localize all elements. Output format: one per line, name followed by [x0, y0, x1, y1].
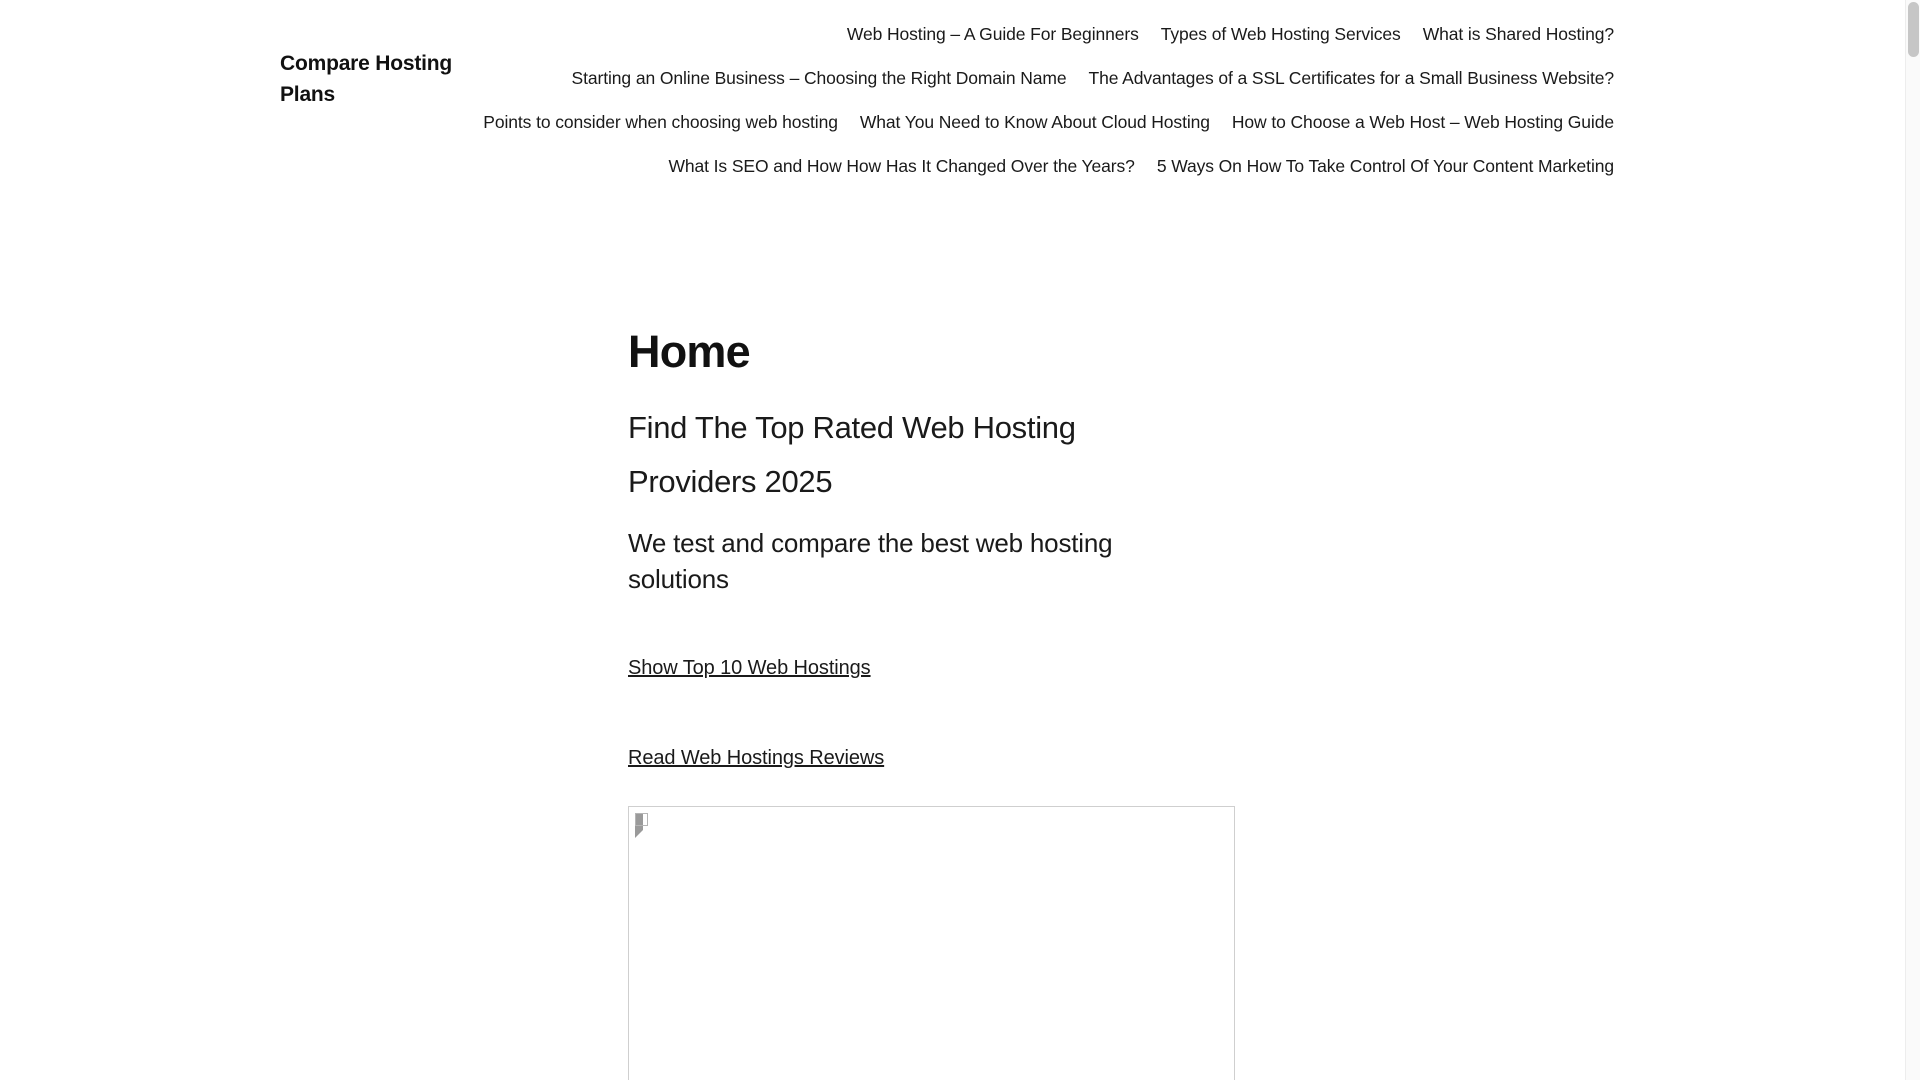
nav-item-ssl-certificates-advantages[interactable]: The Advantages of a SSL Certificates for a Small Business Website? [1088, 68, 1614, 88]
nav-row-3 [430, 100, 1625, 144]
site-header [0, 0, 1905, 176]
hero-image-placeholder [628, 806, 1235, 1080]
show-top-10-web-hostings-link[interactable]: Show Top 10 Web Hostings [628, 657, 871, 679]
hero-headline: Find The Top Rated Web Hosting Providers 2025 [628, 410, 1076, 499]
page-title: Home [628, 326, 750, 377]
page-scrollbar-thumb[interactable] [1908, 2, 1919, 57]
nav-item-types-of-web-hosting-services[interactable]: Types of Web Hosting Services [1160, 24, 1401, 44]
nav-item-web-hosting-guide-for-beginners[interactable]: Web Hosting – A Guide For Beginners [846, 24, 1139, 44]
hero-subheadline: We test and compare the best web hosting solutions [628, 528, 1113, 594]
nav-item-starting-an-online-business[interactable]: Starting an Online Business – Choosing the Right Domain Name [571, 68, 1067, 88]
cta-secondary-wrapper [628, 681, 1248, 771]
nav-item-cloud-hosting[interactable]: What You Need to Know About Cloud Hosting [859, 112, 1210, 132]
nav-item-content-marketing[interactable]: 5 Ways On How To Take Control Of Your Content Marketing [1156, 156, 1614, 176]
site-brand[interactable]: Compare Hosting Plans [280, 52, 453, 106]
nav-row-4 [430, 144, 1625, 188]
nav-item-points-to-consider[interactable]: Points to consider when choosing web hosting [483, 112, 838, 132]
main-content [628, 325, 1248, 1080]
primary-navigation [430, 12, 1625, 188]
broken-image-icon [635, 813, 651, 829]
nav-row-2 [430, 56, 1625, 100]
page-scrollbar[interactable] [1905, 0, 1920, 1080]
nav-item-what-is-shared-hosting[interactable]: What is Shared Hosting? [1422, 24, 1614, 44]
nav-item-how-to-choose-a-web-host[interactable]: How to Choose a Web Host – Web Hosting Guide [1231, 112, 1614, 132]
read-web-hostings-reviews-link[interactable]: Read Web Hostings Reviews [628, 747, 885, 769]
nav-row-1 [430, 12, 1625, 56]
cta-primary-wrapper [628, 597, 1248, 681]
nav-item-what-is-seo[interactable]: What Is SEO and How How Has It Changed Over the Years? [668, 156, 1135, 176]
